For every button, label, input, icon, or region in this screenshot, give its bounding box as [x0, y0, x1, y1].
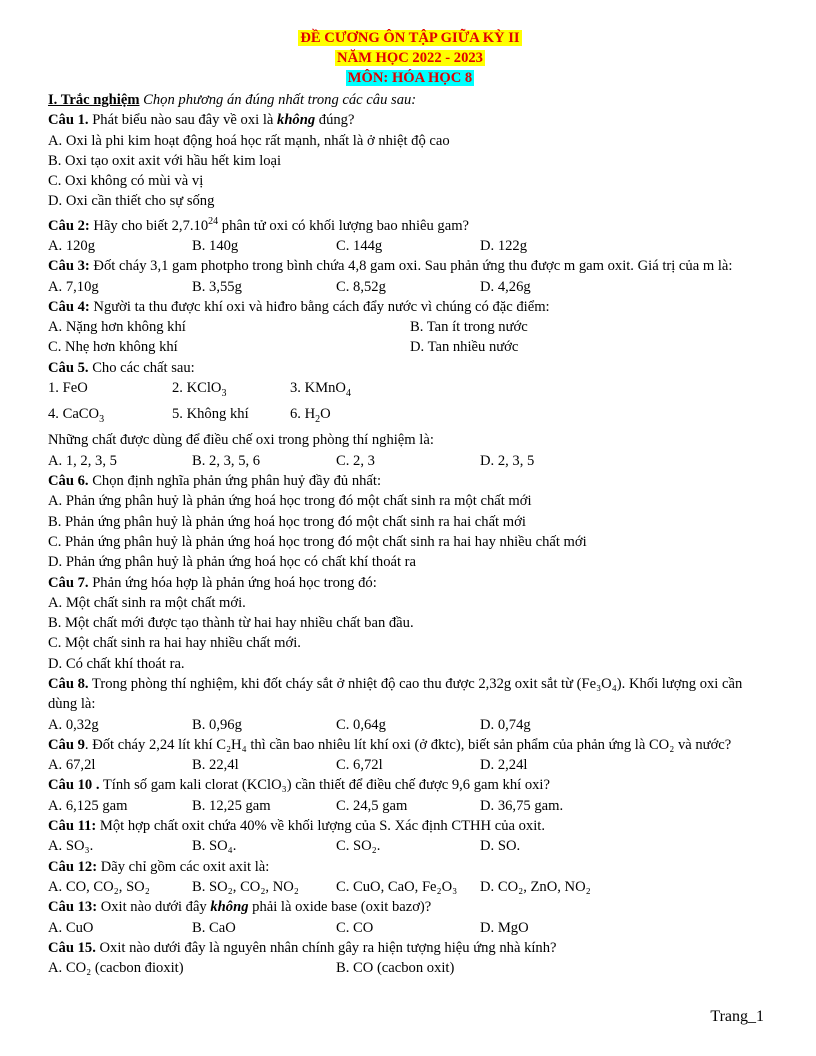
question-15: Câu 15. Oxit nào dưới đây là nguyên nhân chính gây ra hiện tượng hiệu ứng nhà kính?	[48, 939, 557, 956]
answer-row: A. 67,2l B. 22,4l C. 6,72l D. 2,24l	[48, 757, 528, 774]
section-heading	[48, 90, 772, 110]
answer-option: C. Một chất sinh ra hai hay nhiều chất mới.	[48, 635, 301, 652]
question-10: Câu 10 . Tính số gam kali clorat (KClO₃) cần thiết để điều chế được 9,6 gam khí oxi?	[48, 777, 550, 794]
answer-row: A. Nặng hơn không khí B. Tan ít trong nước	[48, 319, 528, 336]
question-6: Câu 6. Chọn định nghĩa phản ứng phân huỷ đầy đủ nhất:	[48, 473, 381, 490]
answer-option: D. Phản ứng phân huỷ là phản ứng hoá học có chất khí thoát ra	[48, 554, 417, 571]
section-title: I. Trắc nghiệm	[48, 92, 140, 108]
question-9: Câu 9. Đốt cháy 2,24 lít khí C₂H₄ thì cần bao nhiêu lít khí oxi (ở đktc), biết sản phẩm của phản ứng là CO₂ và nước?	[48, 736, 732, 753]
question-11: Câu 11: Một hợp chất oxit chứa 40% về khối lượng của S. Xác định CTHH của oxit.	[48, 818, 545, 835]
answer-row: A. 0,32g B. 0,96g C. 0,64g D. 0,74g	[48, 716, 531, 733]
exam-header	[48, 28, 772, 88]
header-title: ĐỀ CƯƠNG ÔN TẬP GIỮA KỲ II	[300, 30, 520, 46]
answer-option: C. Oxi không có mùi và vị	[48, 173, 204, 190]
question-5-stem: Những chất được dùng để điều chế oxi trong phòng thí nghiệm là:	[48, 432, 434, 449]
question-12: Câu 12: Dãy chỉ gồm các oxit axit là:	[48, 858, 270, 875]
answer-option: B. Phản ứng phân huỷ là phản ứng hoá học trong đó một chất sinh ra hai chất mới	[48, 513, 526, 530]
answer-option: D. Oxi cần thiết cho sự sống	[48, 193, 215, 210]
answer-row: A. 7,10g B. 3,55g C. 8,52g D. 4,26g	[48, 278, 531, 295]
answer-option: C. Phản ứng phân huỷ là phản ứng hoá học trong đó một chất sinh ra hai hay nhiều chất mới	[48, 533, 587, 550]
exam-page	[48, 28, 772, 978]
answer-option: D. Có chất khí thoát ra.	[48, 655, 185, 672]
answer-row: A. CO₂ (cacbon đioxit) B. CO (cacbon oxit)	[48, 960, 455, 977]
question-5: Câu 5. Cho các chất sau:	[48, 359, 195, 376]
question-7: Câu 7. Phản ứng hóa hợp là phản ứng hoá học trong đó:	[48, 574, 377, 591]
question-8: Câu 8. Trong phòng thí nghiệm, khi đốt cháy sắt ở nhiệt độ cao thu được 2,32g oxit sắt từ (Fe₃O₄). Khối lượng oxi cần dùng là:	[48, 675, 743, 713]
substance-row: 1. FeO 2. KClO$_3$ 3. KMnO$_4$	[48, 380, 351, 399]
page-number: Trang_1	[710, 1008, 764, 1025]
answer-option: B. Một chất mới được tạo thành từ hai hay nhiều chất ban đầu.	[48, 615, 414, 632]
header-year: NĂM HỌC 2022 - 2023	[337, 50, 483, 66]
answer-row: A. 1, 2, 3, 5 B. 2, 3, 5, 6 C. 2, 3 D. 2, 3, 5	[48, 452, 535, 469]
answer-row: C. Nhẹ hơn không khí D. Tan nhiều nước	[48, 339, 519, 356]
question-2: Câu 2: Hãy cho biết 2,7.10$^{24}$ phân tử oxi có khối lượng bao nhiêu gam?	[48, 215, 470, 234]
answer-row: A. 120g B. 140g C. 144g D. 122g	[48, 237, 528, 254]
answer-option: B. Oxi tạo oxit axit với hầu hết kim loại	[48, 152, 282, 169]
answer-option: A. Oxi là phi kim hoạt động hoá học rất mạnh, nhất là ở nhiệt độ cao	[48, 132, 450, 149]
question-4: Câu 4: Người ta thu được khí oxi và hiđro bằng cách đẩy nước vì chúng có đặc điểm:	[48, 298, 550, 315]
section-instruction: Chọn phương án đúng nhất trong các câu sau:	[143, 92, 417, 108]
answer-row: A. SO₃. B. SO₄. C. SO₂. D. SO.	[48, 838, 521, 855]
header-subject: MÔN: HÓA HỌC 8	[347, 70, 473, 86]
question-13: Câu 13: Oxit nào dưới đây không phải là oxide base (oxit bazơ)?	[48, 899, 432, 916]
answer-row: A. 6,125 gam B. 12,25 gam C. 24,5 gam D. 36,75 gam.	[48, 797, 564, 814]
answer-row: A. CuO B. CaO C. CO D. MgO	[48, 919, 529, 936]
question-1: Câu 1. Phát biểu nào sau đây về oxi là không đúng?	[48, 112, 355, 129]
answer-option: A. Phản ứng phân huỷ là phản ứng hoá học trong đó một chất sinh ra một chất mới	[48, 493, 532, 510]
answer-row: A. CO, CO₂, SO₂ B. SO₂, CO₂, NO₂ C. CuO, CaO, Fe₂O₃ D. CO₂, ZnO, NO₂	[48, 878, 591, 895]
answer-option: A. Một chất sinh ra một chất mới.	[48, 594, 246, 611]
question-3: Câu 3: Đốt cháy 3,1 gam photpho trong bình chứa 4,8 gam oxi. Sau phản ứng thu được m gam oxit. Giá trị của m là:	[48, 258, 733, 275]
substance-row: 4. CaCO$_3$ 5. Không khí 6. $H_2O$	[48, 406, 331, 426]
